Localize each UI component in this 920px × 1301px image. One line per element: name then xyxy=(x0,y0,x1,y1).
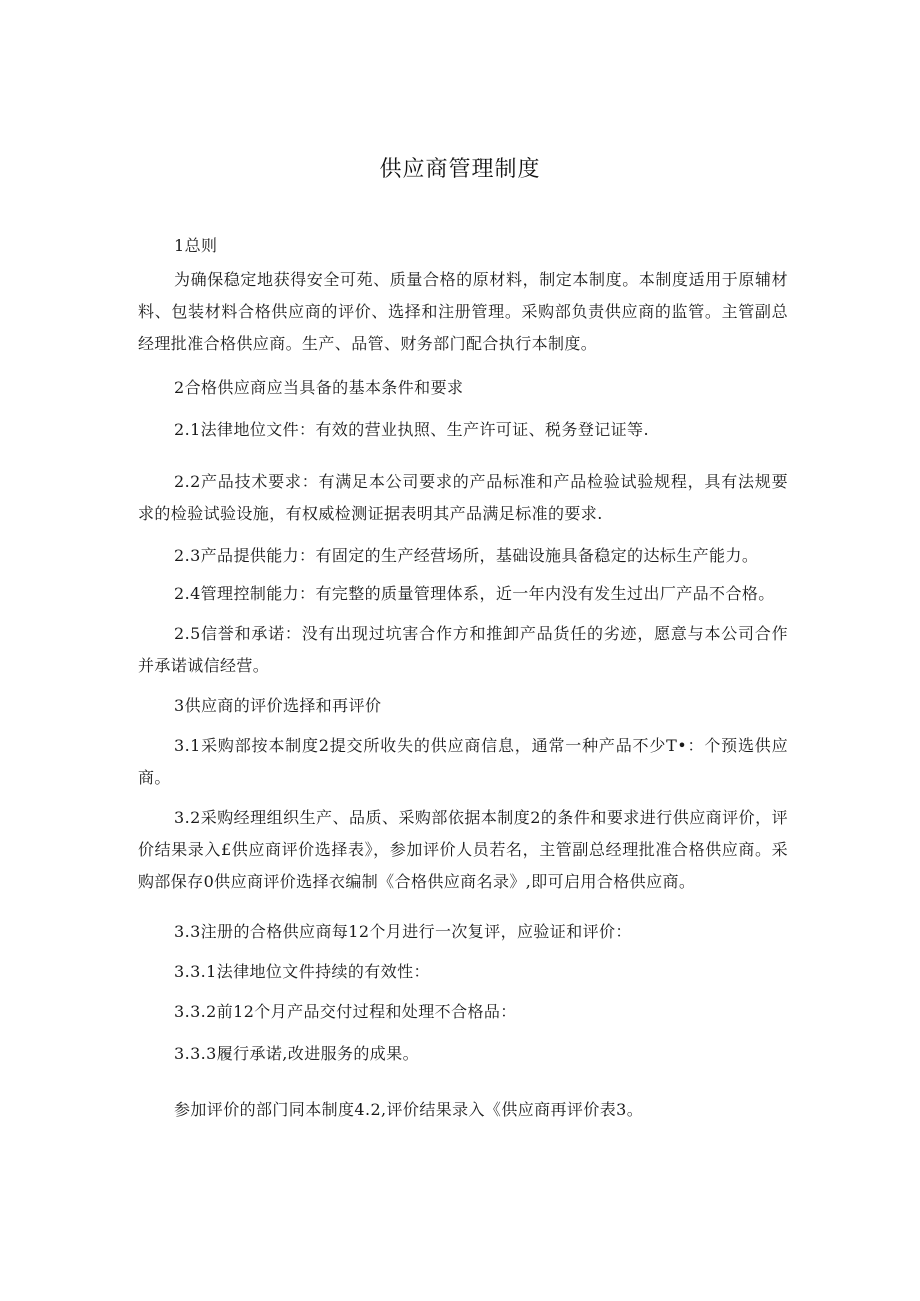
section-heading-3: 3供应商的评价选择和再评价 xyxy=(174,696,382,715)
paragraph-3-3: 3.3注册的合格供应商每12个月进行一次复评，应验证和评价： xyxy=(174,922,632,941)
paragraph-2-5: 2.5信誉和承诺：没有出现过坑害合作方和推卸产品货任的劣迹，愿意与本公司合作并承诺诚信经营。 xyxy=(138,624,788,675)
paragraph-2-3: 2.3产品提供能力：有固定的生产经营场所，基础设施具备稳定的达标生产能力。 xyxy=(174,546,759,565)
paragraph-evaluation-note: 参加评价的部门同本制度4.2,评价结果录入《供应商再评价表3。 xyxy=(174,1100,644,1119)
document-title: 供应商管理制度 xyxy=(379,157,541,182)
section-heading-2: 2合格供应商应当具备的基本条件和要求 xyxy=(174,378,464,397)
paragraph-3-1: 3.1采购部按本制度2提交所收失的供应商信息，通常一种产品不少T•：个预选供应商。 xyxy=(138,736,788,787)
paragraph-general: 为确保稳定地获得安全可苑、质量合格的原材料，制定本制度。本制度适用于原辅材料、包装材料合格供应商的评价、选择和注册管理。采购部负责供应商的监管。主管副总经理批准合格供应商。生产、品管、财务部门配合执行本制度。 xyxy=(138,270,788,353)
section-heading-1: 1总则 xyxy=(174,236,218,255)
paragraph-3-2: 3.2采购经理组织生产、品质、采购部依据本制度2的条件和要求进行供应商评价，评价结果录入£供应商评价选择表》，参加评价人员若名，主管副总经理批准合格供应商。采购部保存0供应商评价选择衣编制《合格供应商名录》,即可启用合格供应商。 xyxy=(138,808,788,891)
paragraph-3-3-3: 3.3.3履行承诺,改进服务的成果。 xyxy=(174,1044,419,1063)
paragraph-2-2: 2.2产品技术要求：有满足本公司要求的产品标准和产品检验试验规程，具有法规要求的检验试验设施，有权威检测证据表明其产品满足标准的要求. xyxy=(138,472,788,523)
paragraph-3-3-1: 3.3.1法律地位文件持续的有效性： xyxy=(174,962,430,981)
paragraph-2-1: 2.1法律地位文件：有效的营业执照、生产许可证、税务登记证等. xyxy=(174,420,649,439)
paragraph-3-3-2: 3.3.2前12个月产品交付过程和处理不合格品： xyxy=(174,1002,517,1021)
paragraph-2-4: 2.4管理控制能力：有完整的质量管理体系，近一年内没有发生过出厂产品不合格。 xyxy=(174,584,775,603)
